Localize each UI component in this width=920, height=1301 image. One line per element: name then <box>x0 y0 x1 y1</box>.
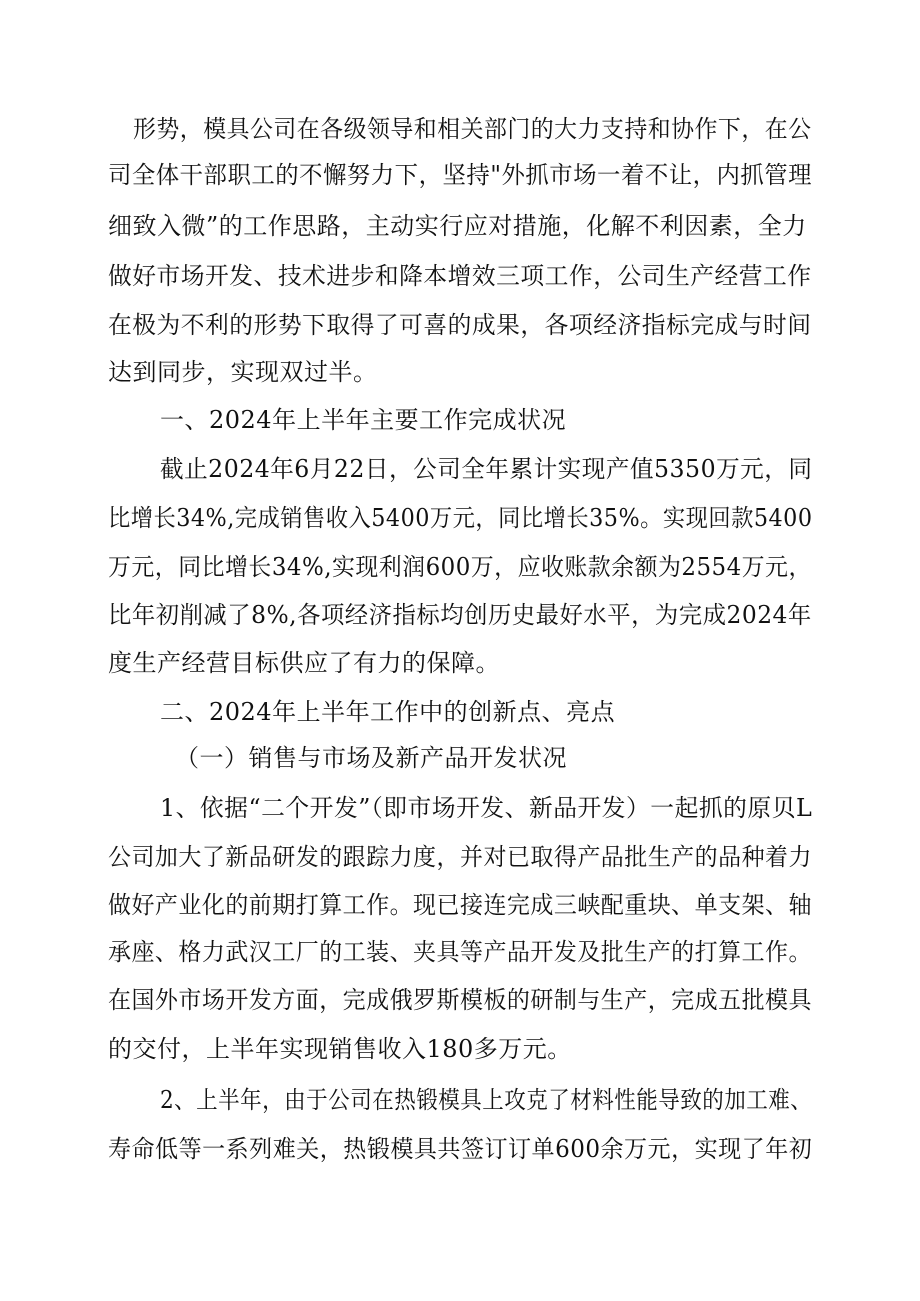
text-line: 截止2024年6月22日，公司全年累计实现产值5350万元，同 <box>160 455 813 483</box>
text-line: 的交付，上半年实现销售收入180多万元。 <box>108 1035 572 1063</box>
text-line: 在国外市场开发方面，完成俄罗斯模板的研制与生产，完成五批模具 <box>108 986 812 1014</box>
text-line: 做好市场开发、技术进步和降本增效三项工作，公司生产经营工作 <box>108 262 812 290</box>
text-line: 司全体干部职工的不懈努力下，坚持"外抓市场一着不让，内抓管理 <box>108 161 813 189</box>
subsection-heading: （一）销售与市场及新产品开发状况 <box>175 744 567 772</box>
text-line: 形势，模具公司在各级领导和相关部门的大力支持和协作下，在公 <box>133 115 812 143</box>
text-line: 万元，同比增长34%,实现利润600万，应收账款余额为2554万元， <box>108 553 812 581</box>
text-line: 比增长34%,完成销售收入5400万元，同比增长35%。实现回款5400 <box>108 504 813 532</box>
text-line: 承座、格力武汉工厂的工装、夹具等产品开发及批生产的打算工作。 <box>108 938 812 966</box>
text-line: 细致入微”的工作思路，主动实行应对措施，化解不利因素，全力 <box>108 212 807 240</box>
text-line: 2、上半年，由于公司在热锻模具上攻克了材料性能导致的加工难、 <box>160 1086 813 1114</box>
text-line: 在极为不利的形势下取得了可喜的成果，各项经济指标完成与时间 <box>108 311 812 339</box>
text-line: 做好产业化的前期打算工作。现已接连完成三峡配重块、单支架、轴 <box>108 891 812 919</box>
text-line: 达到同步，实现双过半。 <box>108 358 378 386</box>
text-line: 公司加大了新品研发的跟踪力度，并对已取得产品批生产的品种着力 <box>108 843 812 871</box>
text-line: 度生产经营目标供应了有力的保障。 <box>108 649 500 677</box>
text-line: 1、依据“二个开发”（即市场开发、新品开发）一起抓的原贝L <box>160 794 813 822</box>
text-line: 寿命低等一系列难关，热锻模具共签订订单600余万元，实现了年初 <box>108 1135 813 1163</box>
text-line: 比年初削减了8%,各项经济指标均创历史最好水平，为完成2024年 <box>108 601 812 629</box>
section-heading: 一、2024年上半年主要工作完成状况 <box>160 406 567 434</box>
section-heading: 二、2024年上半年工作中的创新点、亮点 <box>160 698 616 726</box>
